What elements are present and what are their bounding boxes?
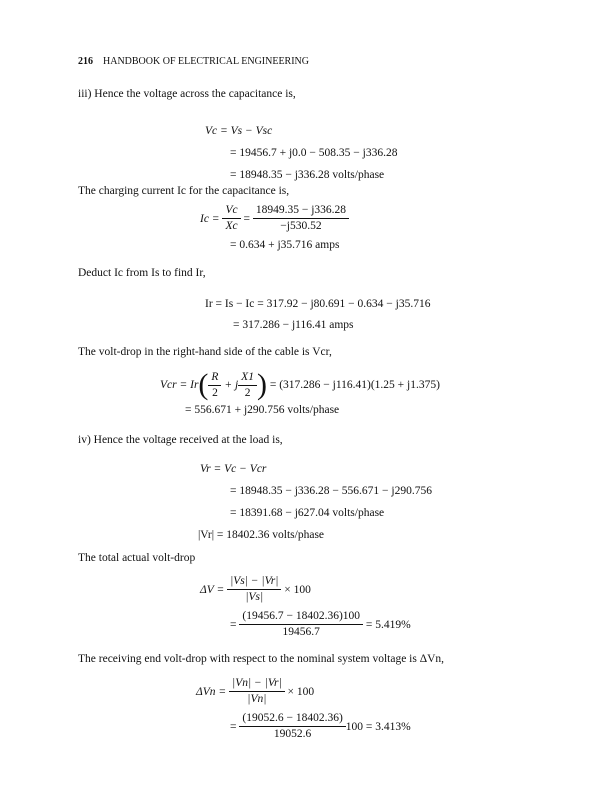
step3-eq1: Vc = Vs − Vsc [205,125,273,137]
step4-line4: |Vr| = 18402.36 volts/phase [198,529,325,541]
charging-frac1-den: Xc [225,220,238,232]
voltdrop-frac-b-den: 2 [244,386,251,399]
voltdrop-rhs-result: = 556.671 + j290.756 volts/phase [185,404,340,416]
total-drop-result: = 5.419% [365,618,411,631]
receiving-drop-lhs: ΔVn = [196,685,227,698]
total-drop-frac2-den: 19456.7 [282,626,320,638]
receiving-drop-equals: = [230,720,237,733]
receiving-drop-frac1-num: |Vn| − |Vr| [229,677,285,692]
deduct-line1: Ir = Is − Ic = 317.92 − j80.691 − 0.634 − j35.716 [205,298,431,310]
voltdrop-frac-a-num: R [208,371,221,386]
voltdrop-frac-a-den: 2 [212,386,218,399]
page-number: 216 [78,56,93,67]
receiving-drop-times: × 100 [287,685,315,698]
charging-equation [200,204,349,233]
total-drop-fraction-1 [227,575,281,604]
running-title: HANDBOOK OF ELECTRICAL ENGINEERING [103,56,310,67]
total-drop-equals: = [230,618,237,631]
receiving-drop-frac1-den: |Vn| [247,693,267,705]
total-drop-equation-1 [200,575,311,604]
step4-line1: Vr = Vc − Vcr [200,463,267,475]
total-drop-fraction-2 [239,610,363,639]
deduct-line2: = 317.286 − j116.41 amps [233,319,354,331]
receiving-drop-fraction-1 [229,677,285,706]
charging-fraction-2 [253,204,349,233]
voltdrop-frac-b [238,371,257,400]
receiving-drop-fraction-2 [239,712,345,741]
total-drop-lhs: ΔV = [200,583,225,596]
receiving-drop-intro: The receiving end volt-drop with respect to the nominal system voltage is ΔVn, [78,653,445,665]
voltdrop-frac-a [208,371,221,400]
total-drop-intro: The total actual volt-drop [78,552,196,564]
charging-frac1-num: Vc [222,204,240,219]
receiving-drop-frac2-num: (19052.6 − 18402.36) [239,712,345,727]
step3-intro: iii) Hence the voltage across the capacitance is, [78,88,296,100]
charging-frac2-den: −j530.52 [280,220,322,232]
total-drop-equation-2 [230,610,411,639]
step3-line2: = 19456.7 + j0.0 − 508.35 − j336.28 [230,147,398,159]
charging-result: = 0.634 + j35.716 amps [230,239,340,251]
voltdrop-rhs-lhs: Vcr = Ir [160,379,199,391]
voltdrop-plus-j: + j [224,379,239,391]
total-drop-times: × 100 [284,583,311,596]
voltdrop-rhs-intro: The volt-drop in the right-hand side of the cable is Vcr, [78,346,332,358]
receiving-drop-equation-2 [230,712,411,741]
step4-line3: = 18391.68 − j627.04 volts/phase [230,507,385,519]
deduct-intro: Deduct Ic from Is to find Ir, [78,267,206,279]
receiving-drop-frac2-den: 19052.6 [273,728,312,740]
total-drop-frac2-num: (19456.7 − 18402.36)100 [239,610,363,625]
receiving-drop-equation-1 [196,677,314,706]
voltdrop-rhs-rhs: = (317.286 − j116.41)(1.25 + j1.375) [269,379,440,391]
voltdrop-frac-b-num: X1 [238,371,257,386]
charging-frac2-num: 18949.35 − j336.28 [253,204,349,219]
receiving-drop-result: 100 = 3.413% [345,720,411,733]
charging-equals: = [243,212,250,225]
step4-line2: = 18948.35 − j336.28 − 556.671 − j290.756 [230,485,432,497]
step3-line3: = 18948.35 − j336.28 volts/phase [230,169,385,181]
right-paren: ) [256,368,267,401]
total-drop-frac1-den: |Vs| [245,591,264,603]
running-header [78,56,309,67]
charging-intro: The charging current Ic for the capacitance is, [78,185,290,197]
step4-intro: iv) Hence the voltage received at the load is, [78,434,283,446]
charging-fraction-1 [222,204,240,233]
voltdrop-rhs-equation [160,370,440,400]
left-paren: ( [198,368,209,401]
charging-lhs: Ic = [200,212,220,225]
total-drop-frac1-num: |Vs| − |Vr| [227,575,281,590]
